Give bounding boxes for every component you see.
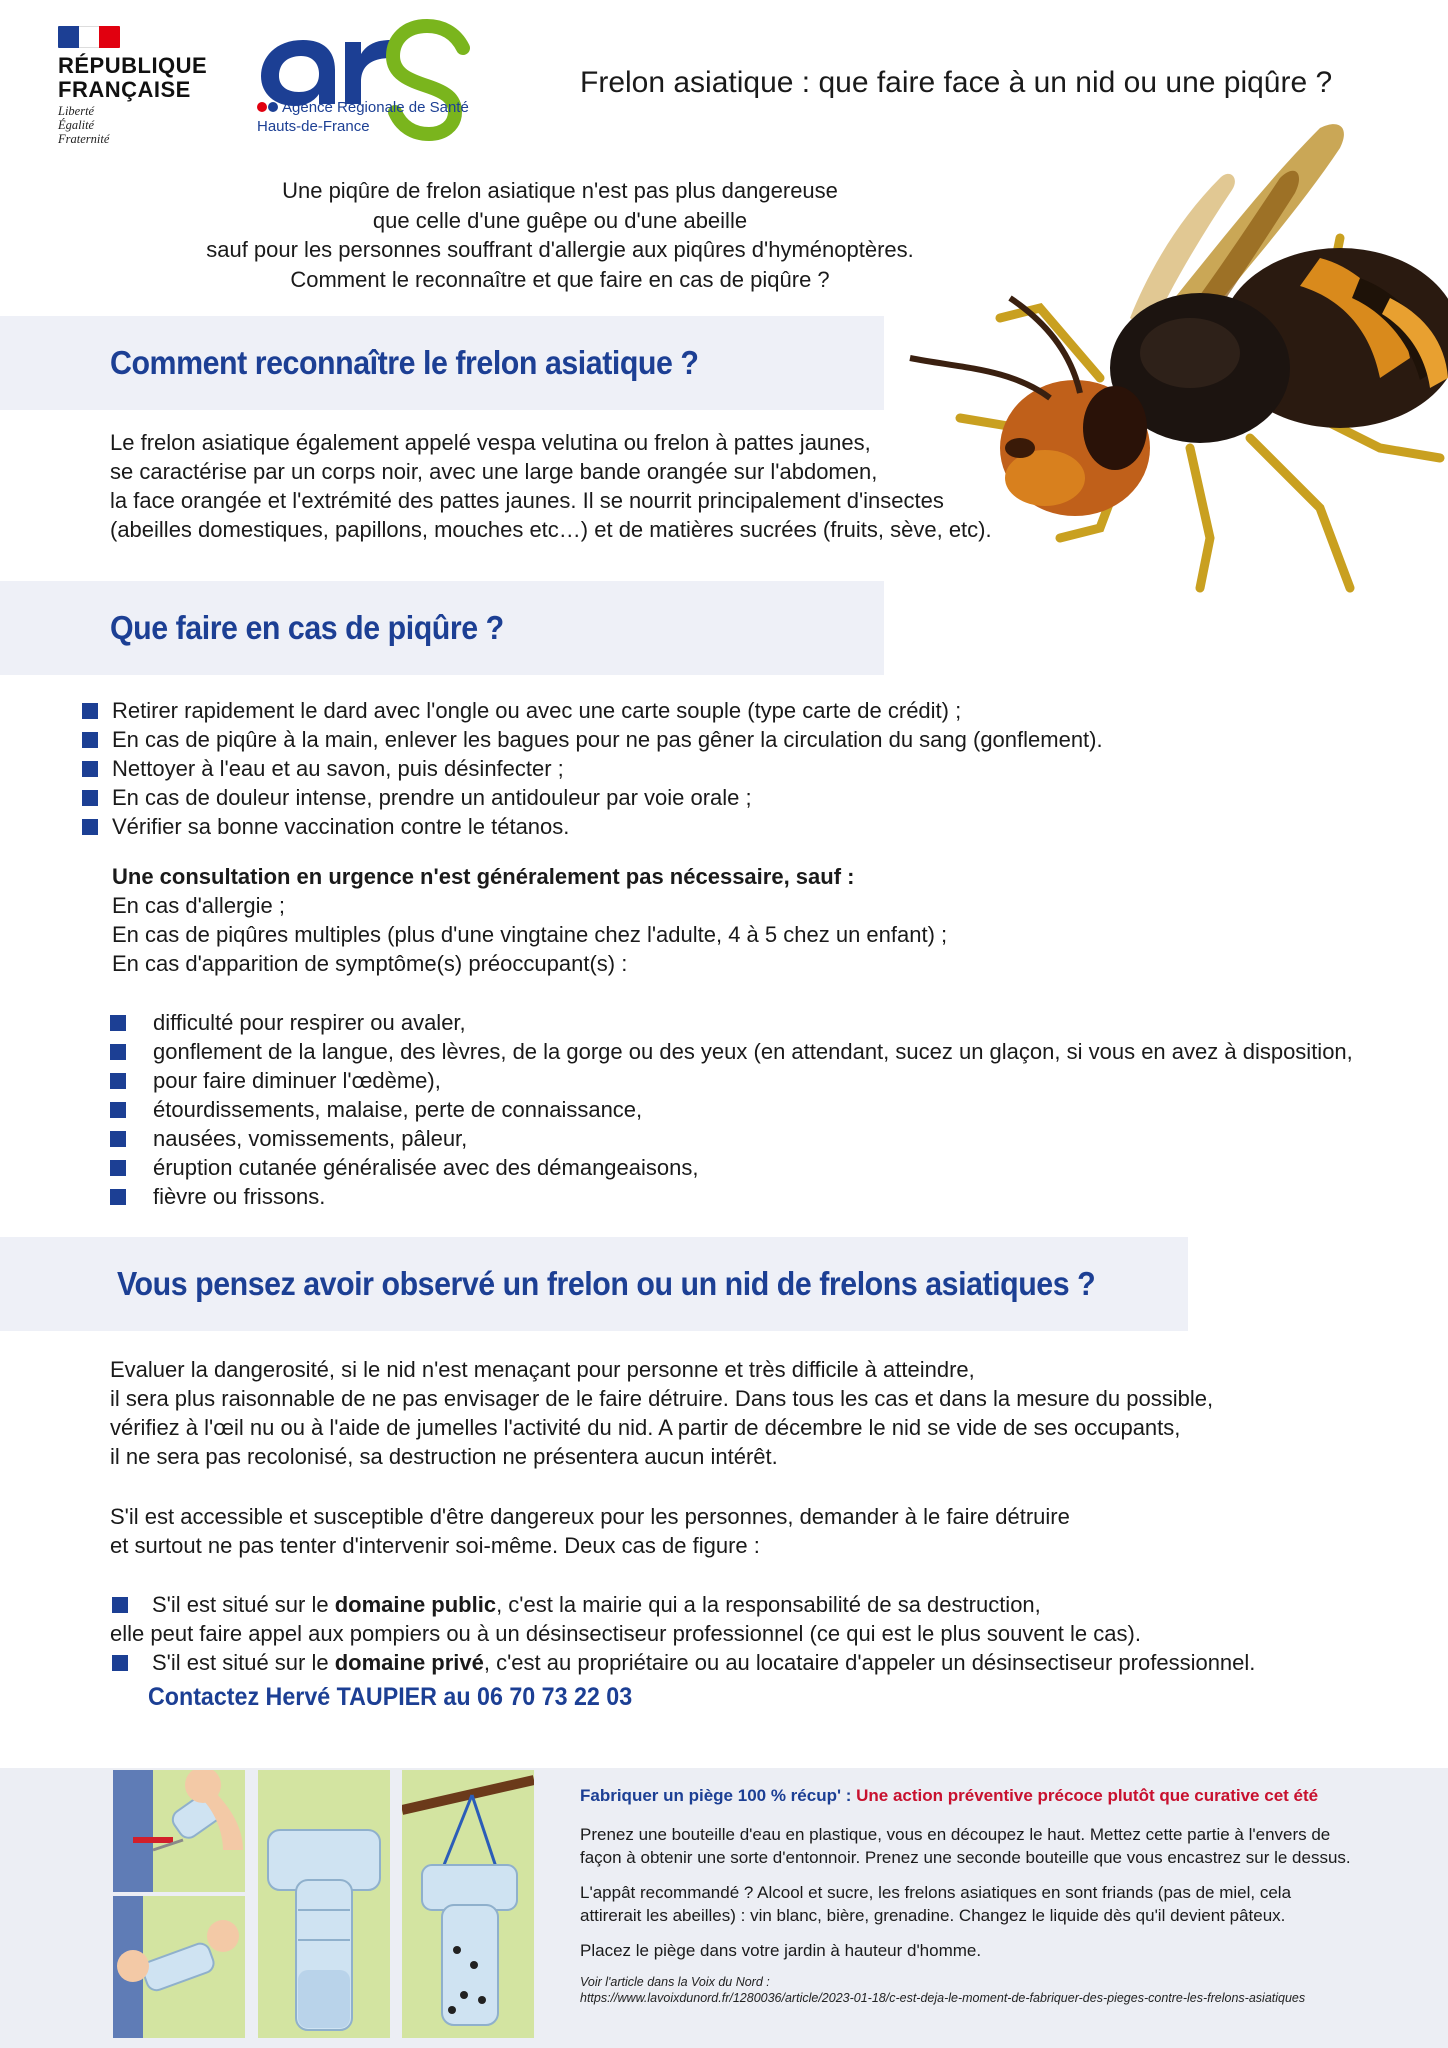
republique-motto: Liberté Égalité Fraternité xyxy=(58,104,110,146)
square-bullet-icon xyxy=(110,1015,126,1031)
square-bullet-icon xyxy=(110,1073,126,1089)
ars-logo-glyphs-icon xyxy=(255,18,495,158)
square-bullet-icon xyxy=(112,1597,128,1613)
section-nest-header xyxy=(0,1237,1188,1331)
trap-source: Voir l'article dans la Voix du Nord : https://www.lavoixdunord.fr/1280036/article/2023-01-18/c-est-deja-le-moment-de-fabriquer-des-pieges-contre-les-frelons-asiatiques xyxy=(580,1975,1306,2005)
nest-destruction-text: S'il est accessible et susceptible d'être dangereux pour les personnes, demander à le faire détruire et surtout ne pas tenter d'intervenir soi-même. Deux cas de figure : xyxy=(110,1504,1070,1558)
square-bullet-icon xyxy=(82,732,98,748)
trap-panel xyxy=(0,1768,1448,2048)
list-item: gonflement de la langue, des lèvres, de la gorge ou des yeux (en attendant, sucez un glaçon, si vous en avez à disposition, xyxy=(110,1037,1430,1066)
french-flag-icon xyxy=(58,26,120,48)
list-item: Nettoyer à l'eau et au savon, puis désinfecter ; xyxy=(82,754,1382,783)
trap-step-placement: Placez le piège dans votre jardin à hauteur d'homme. xyxy=(580,1941,982,1960)
hanging-trap-illustration-icon xyxy=(402,1770,534,2038)
list-item: étourdissements, malaise, perte de connaissance, xyxy=(110,1095,1430,1124)
republique-francaise-name: RÉPUBLIQUE FRANÇAISE xyxy=(58,53,208,102)
urgence-title: Une consultation en urgence n'est généralement pas nécessaire, sauf : xyxy=(112,864,855,889)
square-bullet-icon xyxy=(110,1189,126,1205)
sting-steps-list xyxy=(82,696,1382,841)
square-bullet-icon xyxy=(110,1102,126,1118)
square-bullet-icon xyxy=(110,1160,126,1176)
list-item: En cas de piqûre à la main, enlever les bagues pour ne pas gêner la circulation du sang (gonflement). xyxy=(82,725,1382,754)
document-title: Frelon asiatique : que faire face à un nid ou une piqûre ? xyxy=(580,66,1333,99)
square-bullet-icon xyxy=(112,1655,128,1671)
source-link[interactable]: https://www.lavoixdunord.fr/1280036/article/2023-01-18/c-est-deja-le-moment-de-fabriquer-des-pieges-contre-les-frelons-asiatiques xyxy=(580,1991,1306,2005)
list-item: Retirer rapidement le dard avec l'ongle ou avec une carte souple (type carte de crédit) ; xyxy=(82,696,1382,725)
symptoms-list xyxy=(110,1008,1430,1211)
section-sting-header xyxy=(0,581,884,675)
case-public: S'il est situé sur le domaine public, c'est la mairie qui a la responsabilité de sa destruction, xyxy=(110,1590,1430,1619)
trap-step-bait: L'appât recommandé ? Alcool et sucre, les frelons asiatiques en sont friands (pas de miel, cela attirerait les abeilles) : vin blanc, bière, grenadine. Changez le liquide dès qu'il devient pâteux. xyxy=(580,1883,1292,1925)
section-recognize-text: Le frelon asiatique également appelé vespa velutina ou frelon à pattes jaunes, se caractérise par un corps noir, avec une large bande orangée sur l'abdomen, la face orangée et l'extrémité des pattes jaunes. Il se nourrit principalement d'insectes (abeilles domestiques, papillons, mouches etc…) et de matières sucrées (fruits, sève, etc). xyxy=(110,430,992,542)
ars-subtitle: Agence Régionale de Santé Hauts-de-France xyxy=(257,99,469,135)
section-nest-title: Vous pensez avoir observé un frelon ou un nid de frelons asiatiques ? xyxy=(117,1265,1096,1302)
square-bullet-icon xyxy=(82,819,98,835)
list-item: Vérifier sa bonne vaccination contre le tétanos. xyxy=(82,812,1382,841)
nest-evaluation-text: Evaluer la dangerosité, si le nid n'est menaçant pour personne et très difficile à atteindre, il sera plus raisonnable de ne pas envisager de le faire détruire. Dans tous les cas et dans la mesure du possible, vérifiez à l'œil nu ou à l'aide de jumelles l'activité du nid. A partir de décembre le nid se vide de ses occupants, il ne sera pas recolonisé, sa destruction ne présentera aucun intérêt. xyxy=(110,1357,1214,1469)
trap-instructions xyxy=(580,1784,1440,2006)
list-item: pour faire diminuer l'œdème), xyxy=(110,1066,1430,1095)
square-bullet-icon xyxy=(82,703,98,719)
list-item: éruption cutanée généralisée avec des démangeaisons, xyxy=(110,1153,1430,1182)
section-sting-title: Que faire en cas de piqûre ? xyxy=(110,609,504,646)
trap-heading: Fabriquer un piège 100 % récup' : Une action préventive précoce plutôt que curative cet été xyxy=(580,1786,1319,1805)
square-bullet-icon xyxy=(82,790,98,806)
republique-francaise-logo xyxy=(58,26,218,146)
trap-step-bottle: Prenez une bouteille d'eau en plastique, vous en découpez le haut. Mettez cette partie à l'envers de façon à obtenir une sorte d'entonnoir. Prenez une seconde bouteille que vous encastrez sur le dessus. xyxy=(580,1825,1351,1867)
case-prive: S'il est situé sur le domaine privé, c'est au propriétaire ou au locataire d'appeler un désinsectiseur professionnel. xyxy=(110,1648,1430,1677)
assembled-trap-illustration-icon xyxy=(258,1770,390,2038)
funnel-bottle-illustration-icon xyxy=(113,1896,245,2038)
square-bullet-icon xyxy=(82,761,98,777)
asian-hornet-illustration-icon xyxy=(900,118,1448,628)
contact-line: Contactez Hervé TAUPIER au 06 70 73 22 03 xyxy=(148,1683,633,1711)
square-bullet-icon xyxy=(110,1044,126,1060)
nest-cases-block: S'il est situé sur le domaine public, c'est la mairie qui a la responsabilité de sa destruction, elle peut faire appel aux pompiers ou à un désinsectiseur professionnel (ce qui est le plus souvent le cas). S'il est situé sur le domaine privé, c'est au propriétaire ou au locataire d'appeler un désinsectiseur professionnel. xyxy=(110,1590,1430,1677)
list-item: fièvre ou frissons. xyxy=(110,1182,1430,1211)
urgence-block: Une consultation en urgence n'est généralement pas nécessaire, sauf : En cas d'allergie ; En cas de piqûres multiples (plus d'une vingtaine chez l'adulte, 4 à 5 chez un enfant) ; En cas d'apparition de symptôme(s) préoccupant(s) : xyxy=(112,862,1312,978)
list-item: nausées, vomissements, pâleur, xyxy=(110,1124,1430,1153)
intro-text: Une piqûre de frelon asiatique n'est pas plus dangereuse que celle d'une guêpe ou d'une abeille sauf pour les personnes souffrant d'allergie aux piqûres d'hyménoptères. Comment le reconnaître et que faire en cas de piqûre ? xyxy=(206,178,914,292)
list-item: En cas de douleur intense, prendre un antidouleur par voie orale ; xyxy=(82,783,1382,812)
square-bullet-icon xyxy=(110,1131,126,1147)
section-recognize-header xyxy=(0,316,884,410)
ars-logo xyxy=(255,18,495,158)
section-recognize-title: Comment reconnaître le frelon asiatique ? xyxy=(110,344,699,381)
cutting-bottle-illustration-icon xyxy=(113,1770,245,1892)
list-item: difficulté pour respirer ou avaler, xyxy=(110,1008,1430,1037)
